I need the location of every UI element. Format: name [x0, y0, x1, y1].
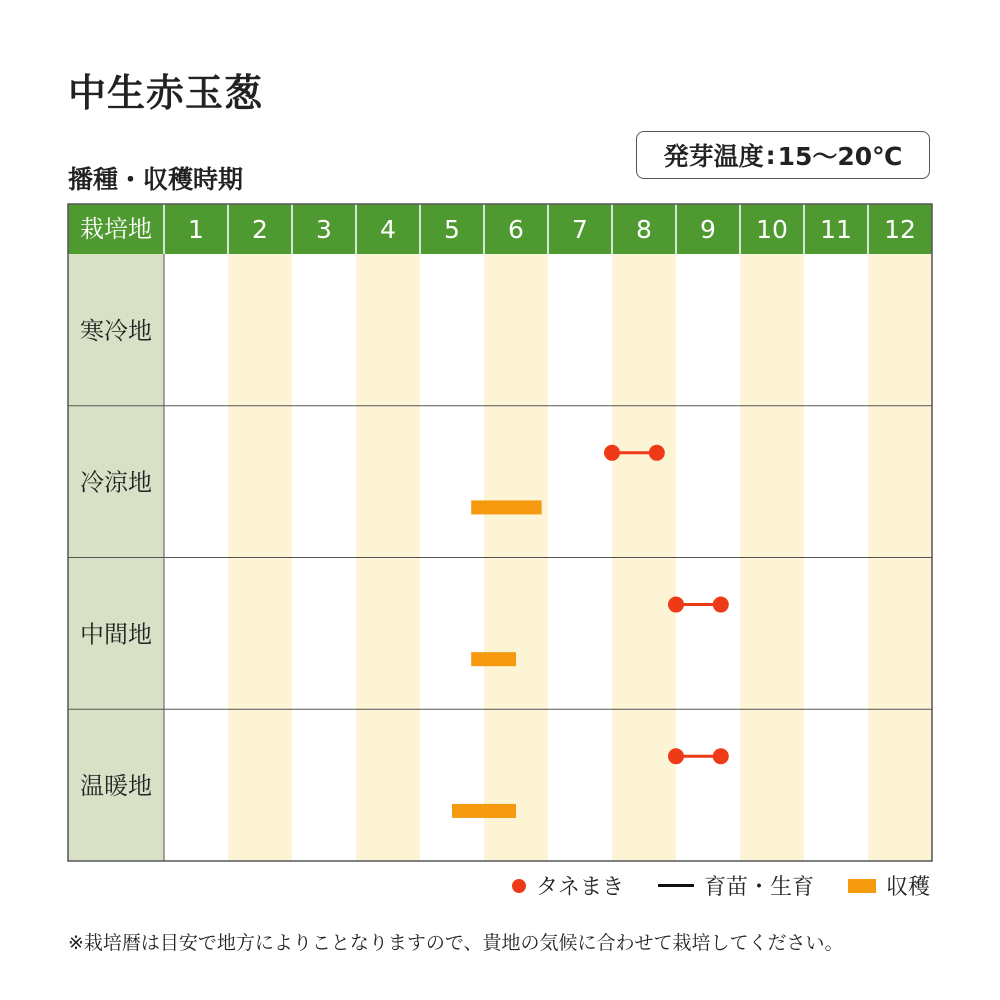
- legend-sowing: [512, 870, 624, 901]
- month-label: 4: [380, 215, 396, 244]
- growing-line-icon: [658, 884, 694, 887]
- legend-harvest: [848, 870, 930, 901]
- region-label: 冷涼地: [80, 468, 152, 497]
- month-label: 8: [636, 215, 652, 244]
- harvest-bar: [452, 804, 516, 818]
- harvest-bar-icon: [848, 879, 876, 893]
- legend: [0, 870, 932, 902]
- month-label: 12: [884, 215, 916, 244]
- footnote: ※栽培暦は目安で地方によりことなりますので、貴地の気候に合わせて栽培してください。: [68, 932, 844, 954]
- month-label: 3: [316, 215, 332, 244]
- month-label: 7: [572, 215, 588, 244]
- germination-separator: :: [765, 140, 776, 170]
- month-label: 10: [756, 215, 788, 244]
- month-label: 11: [820, 215, 852, 244]
- germination-value: 15～20℃: [777, 142, 903, 171]
- legend-sowing-label: タネまき: [536, 875, 625, 900]
- region-label: 寒冷地: [80, 316, 152, 345]
- sowing-end-dot: [649, 445, 665, 461]
- harvest-bar: [471, 652, 516, 666]
- page-title: 中生赤玉葱: [68, 71, 264, 115]
- germination-label: 発芽温度: [663, 142, 764, 171]
- region-label: 中間地: [80, 620, 152, 649]
- sowing-end-dot: [713, 597, 729, 613]
- legend-growing: [658, 870, 814, 901]
- sowing-start-dot: [604, 445, 620, 461]
- legend-harvest-label: 収穫: [886, 875, 931, 900]
- month-label: 6: [508, 215, 524, 244]
- sowing-start-dot: [668, 748, 684, 764]
- month-label: 9: [700, 215, 716, 244]
- month-label: 2: [252, 215, 268, 244]
- month-label: 1: [188, 215, 204, 244]
- region-label: 温暖地: [80, 772, 152, 801]
- harvest-bar: [471, 500, 541, 514]
- month-label: 5: [444, 215, 460, 244]
- chart-title: 播種・収穫時期: [68, 165, 244, 194]
- sowing-dot-icon: [512, 879, 526, 893]
- sowing-end-dot: [713, 748, 729, 764]
- header-region-label: 栽培地: [80, 215, 152, 243]
- sowing-start-dot: [668, 597, 684, 613]
- legend-growing-label: 育苗・生育: [704, 875, 815, 900]
